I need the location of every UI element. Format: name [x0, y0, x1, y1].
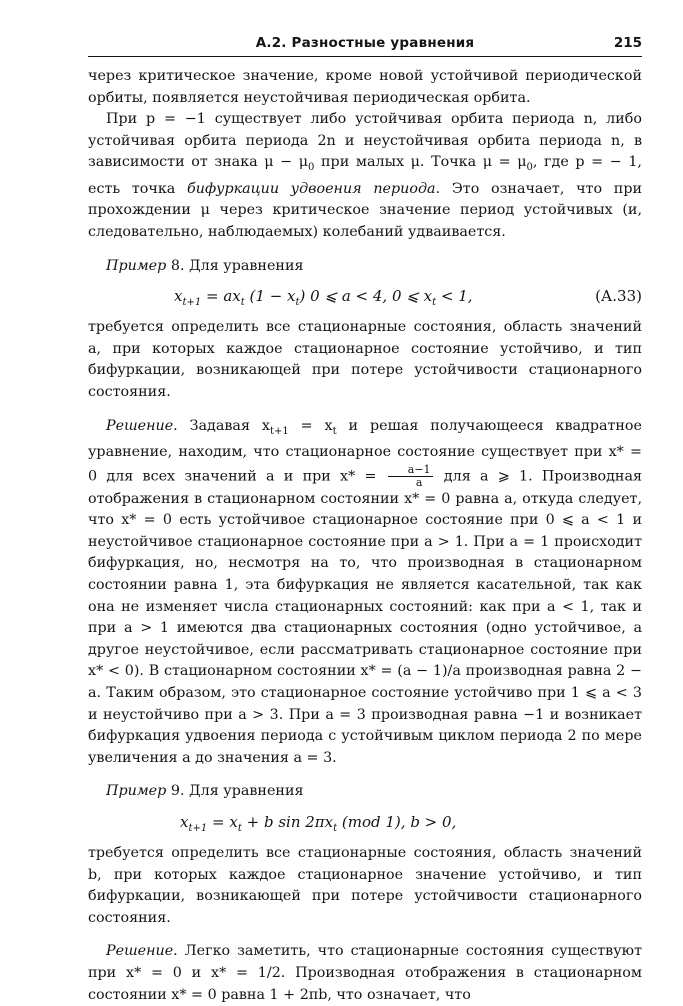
- example-label: Пример: [106, 783, 167, 800]
- p2-part-b: при малых μ. Точка μ = μ: [314, 154, 527, 171]
- example-9-heading: [88, 781, 642, 803]
- solution-label: Решение: [106, 943, 174, 960]
- example-8-text: 8. Для уравнения: [166, 257, 304, 274]
- solution-9: Решение. Легко заметить, что стационарные состояния существуют при x* = 0 и x* = 1/2. Производная отображения в стационарном состоянии x* = 0 равна 1 + 2πb, что означает, что: [88, 943, 642, 1003]
- running-title: А.2. Разностные уравнения: [255, 35, 475, 51]
- text-body: [88, 66, 642, 1006]
- p2-part-d: . Это означает, что при прохождении μ через критическое значение период устойчивых (и, следовательно, наблюдаемых) колебаний удваивается.: [88, 180, 642, 241]
- paragraph-continuation: через критическое значение, кроме новой устойчивой периодической орбиты, появляется неустойчивая периодическая орбита.: [88, 68, 642, 106]
- equation-a33: [88, 279, 642, 313]
- term-period-doubling: бифуркации удвоения периода: [187, 180, 436, 197]
- paragraph-period-doubling: [88, 109, 642, 243]
- example-label: Пример: [106, 257, 167, 274]
- mu-subscript: 0: [526, 162, 533, 174]
- mu-subscript: 0: [308, 162, 315, 174]
- solution-8: Решение. Задавая $x_{t+1} = x_t$ и решая получающееся квадратное уравнение, находим, что стационарное состояние существует при x* = 0 для всех значений a и при x* = $\frac{a-1}{a}$ для a ⩾ 1. Производная отображения в стационарном состоянии x* = 0 равна a, откуда следует, что x* = 0 есть устойчивое стационарное состояние при 0 ⩽ a < 1 и неустойчивое стационарное состояние при a > 1. При a = 1 происходит бифуркация, но, несмотря на то, что производная в стационарном состоянии равна 1, эта бифуркация не является касательной, так как она не изменяет числа стационарных состояний: как при a < 1, так и при a > 1 имеются два стационарных состояния (одно устойчивое, а другое неустойчивое, если рассматривать стационарное состояние при x* < 0). В стационарном состоянии x* = (a − 1)/a производная равна 2 − a. Таким образом, это стационарное состояние устойчиво при 1 ⩽ a < 3 и неустойчиво при a > 3. При a = 3 производная равна −1 и возникает бифуркация удвоения периода с устойчивым циклом периода 2 по мере увеличения a до значения a = 3.: [88, 417, 642, 766]
- fraction: $\frac{a-1}{a}$: [388, 464, 433, 489]
- p2-part-a: При p = −1 существует либо устойчивая орбита периода n, либо устойчивая орбита периода 2n и неустойчивая орбита периода n, в зависимости от знака μ − μ: [88, 111, 642, 171]
- example-9-task: требуется определить все стационарные состояния, область значений b, при которых каждое стационарное значение устойчиво, и тип бифуркации, возникающей при потере устойчивости стационарного состояния.: [88, 844, 642, 926]
- example-8-task: требуется определить все стационарные состояния, область значений a, при которых каждое стационарное состояние устойчиво, и тип бифуркации, возникающей при потере устойчивости стационарного состояния.: [88, 319, 642, 400]
- equation-example-9: [88, 805, 642, 839]
- p2-part-c: , где p = − 1, есть точка: [88, 154, 642, 197]
- equation-a33-body: $x_{t+1} = ax_t$ $(1 - x_t)$ 0 ⩽ a < 4, 0 ⩽ $x_t < 1$,: [174, 287, 473, 309]
- solution-label: Решение: [106, 417, 174, 434]
- example-9-text: 9. Для уравнения: [166, 783, 304, 800]
- equation-9-body: $x_{t+1} = x_t + b$ $\sin 2\pi x_t$ (mod 1), b > 0,: [180, 812, 457, 834]
- example-8-heading: [88, 256, 642, 278]
- equation-number: (А.33): [595, 287, 642, 306]
- page-number: 215: [613, 35, 642, 51]
- running-header: [88, 34, 642, 57]
